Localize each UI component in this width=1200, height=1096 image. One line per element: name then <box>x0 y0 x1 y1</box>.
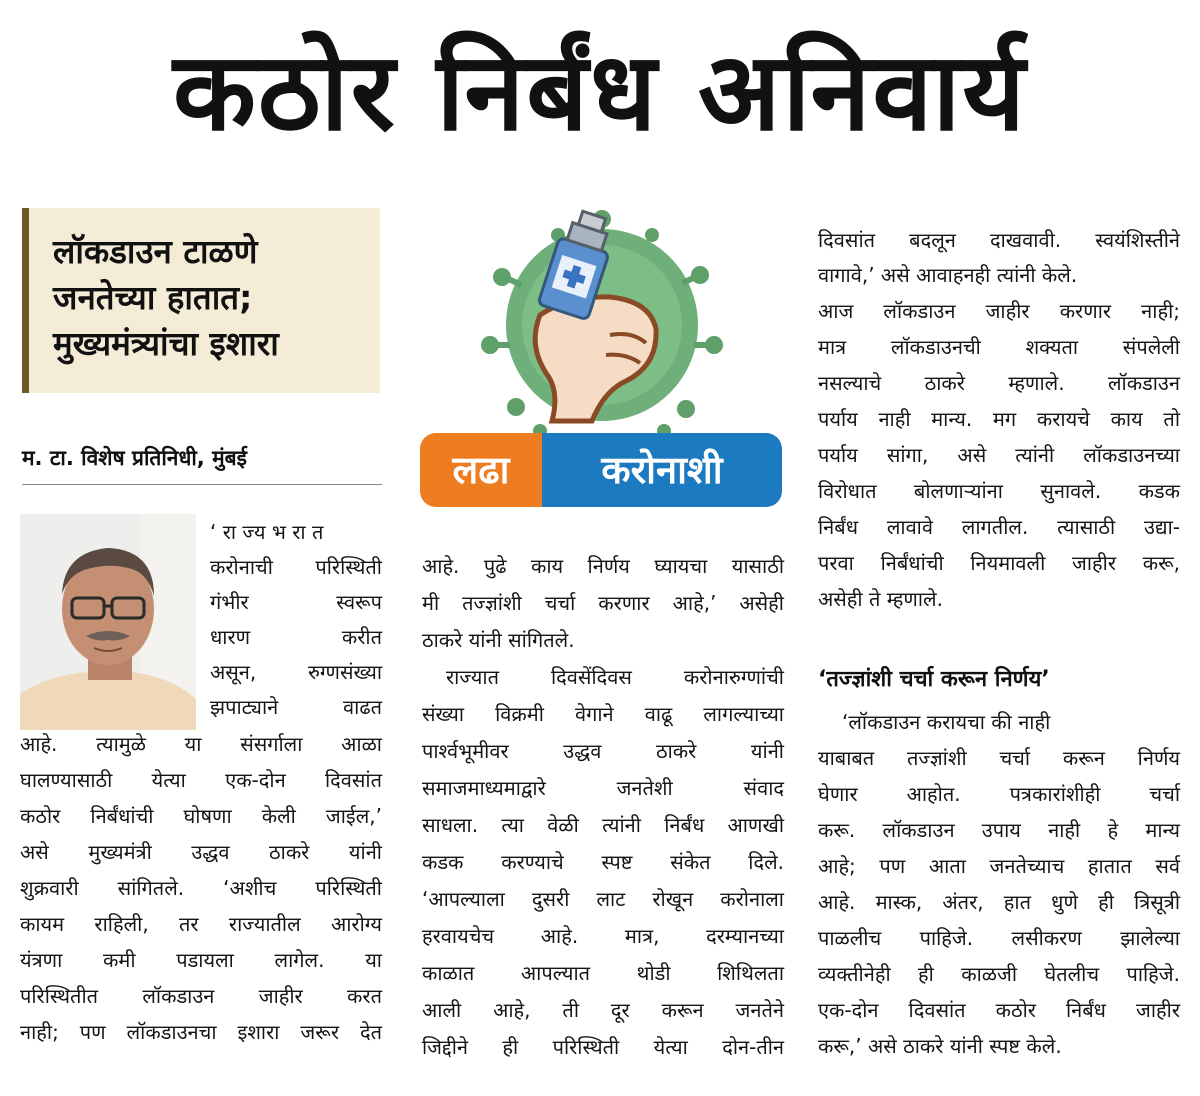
col1-narrow-line: करोनाची परिस्थिती <box>210 555 382 579</box>
col2-line: आहे. पुढे काय निर्णय घ्यायचा यासाठी <box>422 554 784 578</box>
logo-label-coronashi: करोनाशी <box>542 433 782 507</box>
col1-line: कायम राहिली, तर राज्यातील आरोग्य <box>20 912 382 936</box>
col3-line: वागावे,’ असे आवाहनही त्यांनी केले. <box>818 263 1078 287</box>
col2-line: काळात आपल्यात थोडी शिथिलता <box>422 961 784 985</box>
col2-line: समाजमाध्यमाद्वारे जनतेशी संवाद <box>422 776 784 800</box>
col3-line: आज लॉकडाउन जाहीर करणार नाही; <box>818 299 1180 323</box>
subhead-line-3: मुख्यमंत्र्यांचा इशारा <box>53 324 279 363</box>
ladha-coronashi-logo <box>420 205 782 505</box>
col1-narrow-line: असून, रुग्णसंख्या <box>210 660 382 684</box>
chief-minister-photo <box>20 514 196 730</box>
col2-line: जिद्दीने ही परिस्थिती येत्या दोन-तीन <box>422 1035 784 1059</box>
col1-narrow-line: झपाट्याने वाढत <box>210 695 382 719</box>
col2-line: हरवायचेच आहे. मात्र, दरम्यानच्या <box>422 924 784 948</box>
col1-narrow-line: धारण करीत <box>210 625 382 649</box>
col3-line: नसल्याचे ठाकरे म्हणाले. लॉकडाउन <box>818 371 1180 395</box>
virus-vaccine-fist-icon <box>420 205 782 445</box>
col2-line: कडक करण्याचे स्पष्ट संकेत दिले. <box>422 850 784 874</box>
col3-line: आहे. मास्क, अंतर, हात धुणे ही त्रिसूत्री <box>818 890 1180 914</box>
col2-line: आली आहे, ती दूर करून जनतेने <box>422 998 784 1022</box>
col3-line: पर्याय सांगा, असे त्यांनी लॉकडाउनच्या <box>818 443 1180 467</box>
logo-label-ladha: लढा <box>420 433 542 507</box>
col1-line: घालण्यासाठी येत्या एक-दोन दिवसांत <box>20 768 382 792</box>
col1-line: आहे. त्यामुळे या संसर्गाला आळा <box>20 732 382 756</box>
col3-line: याबाबत तज्ज्ञांशी चर्चा करून निर्णय <box>818 746 1180 770</box>
col2-line: राज्यात दिवसेंदिवस करोनारुग्णांची <box>446 665 784 689</box>
col2-line: संख्या विक्रमी वेगाने वाढू लागल्याच्या <box>422 702 784 726</box>
byline <box>22 438 382 478</box>
col3-line: करू,’ असे ठाकरे यांनी स्पष्ट केले. <box>818 1034 1062 1058</box>
col2-line: ठाकरे यांनी सांगितले. <box>422 628 575 652</box>
col3-line: एक-दोन दिवसांत कठोर निर्बंध जाहीर <box>818 998 1180 1022</box>
col1-narrow-line: ‘ रा ज्य भ रा त <box>210 520 324 544</box>
col2-line: ‘आपल्याला दुसरी लाट रोखून करोनाला <box>422 887 784 911</box>
col2-line: मी तज्ज्ञांशी चर्चा करणार आहे,’ असेही <box>422 591 784 615</box>
col3-line: पर्याय नाही मान्य. मग करायचे काय तो <box>818 407 1180 431</box>
subhead-line-1: लॉकडाउन टाळणे <box>53 232 258 271</box>
byline-text: म. टा. विशेष प्रतिनिधी, मुंबई <box>22 446 247 470</box>
portrait-image <box>20 514 196 730</box>
col1-line: यंत्रणा कमी पडायला लागेल. या <box>20 948 382 972</box>
col3-line: मात्र लॉकडाउनची शक्यता संपलेली <box>818 335 1180 359</box>
col1-line: शुक्रवारी सांगितले. ‘अशीच परिस्थिती <box>20 876 382 900</box>
col2-line: साधला. त्या वेळी त्यांनी निर्बंध आणखी <box>422 813 784 837</box>
col3-line: विरोधात बोलणाऱ्यांना सुनावले. कडक <box>818 479 1180 503</box>
headline: कठोर निर्बंध अनिवार्य <box>172 30 1028 155</box>
subhead-box <box>22 208 380 393</box>
col1-narrow-line: गंभीर स्वरूप <box>210 590 382 614</box>
col3-line: दिवसांत बदलून दाखवावी. स्वयंशिस्तीने <box>818 228 1180 252</box>
col3-line: ‘लॉकडाउन करायचा की नाही <box>842 710 1051 734</box>
col3-line: पाळलीच पाहिजे. लसीकरण झालेल्या <box>818 926 1180 950</box>
col3-line: परवा निर्बंधांची नियमावली जाहीर करू, <box>818 551 1180 575</box>
col3-line: निर्बंध लावावे लागतील. त्यासाठी उद्या- <box>818 515 1180 539</box>
col3-line: करू. लॉकडाउन उपाय नाही हे मान्य <box>818 818 1180 842</box>
col3-line: आहे; पण आता जनतेच्याच हातात सर्व <box>818 854 1180 878</box>
col2-line: पार्श्वभूमीवर उद्धव ठाकरे यांनी <box>422 739 784 763</box>
col1-line: कठोर निर्बंधांची घोषणा केली जाईल,’ <box>20 804 382 828</box>
subhead-line-2: जनतेच्या हातात; <box>53 278 253 317</box>
section-heading: ‘तज्ज्ञांशी चर्चा करून निर्णय’ <box>818 667 1050 692</box>
col1-line: असे मुख्यमंत्री उद्धव ठाकरे यांनी <box>20 840 382 864</box>
col3-line: घेणार आहोत. पत्रकारांशीही चर्चा <box>818 782 1180 806</box>
byline-divider <box>22 484 382 485</box>
col1-line: नाही; पण लॉकडाउनचा इशारा जरूर देत <box>20 1020 382 1044</box>
col3-line: व्यक्तीनेही ही काळजी घेतलीच पाहिजे. <box>818 962 1180 986</box>
col1-line: परिस्थितीत लॉकडाउन जाहीर करत <box>20 984 382 1008</box>
col3-line: असेही ते म्हणाले. <box>818 587 943 611</box>
